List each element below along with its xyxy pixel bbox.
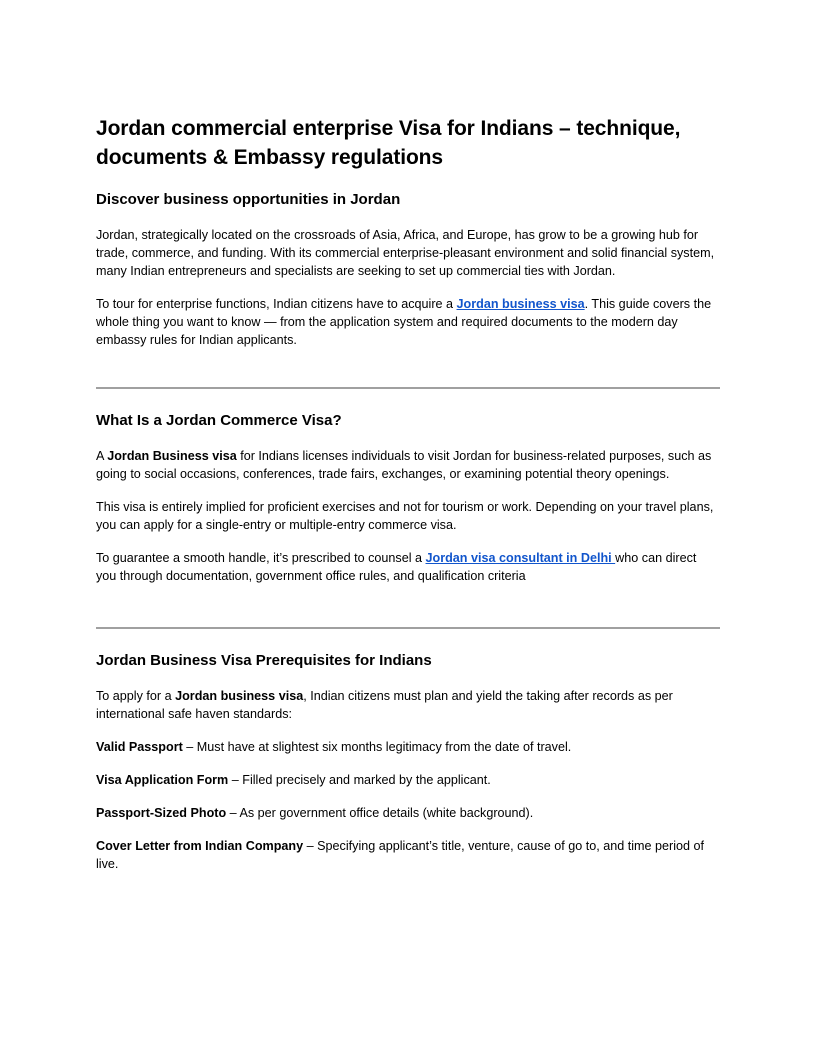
prereq-item-term: Valid Passport	[96, 740, 183, 754]
prereq-item	[96, 804, 720, 822]
prereq-item	[96, 837, 720, 873]
prereq-item-term: Visa Application Form	[96, 773, 229, 787]
section-heading-what-is: What Is a Jordan Commerce Visa?	[96, 412, 342, 429]
document-page	[96, 114, 720, 888]
what-is-paragraph-2: This visa is entirely implied for proficient exercises and not for tourism or work. Depending on your travel plans, you can apply for a single-entry or multiple-entry commerce visa.	[96, 500, 714, 532]
prereq-intro-end: , Indian citizens must plan and yield the taking after records as per international safe haven standards:	[96, 689, 673, 721]
prereq-item-term: Passport-Sized Photo	[96, 806, 227, 820]
intro-paragraph-1: Jordan, strategically located on the crossroads of Asia, Africa, and Europe, has grow to be a growing hub for trade, commerce, and funding. With its commercial enterprise-pleasant environment and solid financial system, many Indian entrepreneurs and specialists are seeking to set up commercial ties with Jordan.	[96, 228, 715, 278]
prereq-intro-start: To apply for a	[96, 689, 176, 703]
section-divider	[96, 387, 720, 389]
intro-paragraph-2-end: . This guide covers the whole thing you want to know — from the application system and required documents to the modern day embassy rules for Indian applicants.	[96, 297, 712, 347]
what-is-paragraph-3-start: To guarantee a smooth handle, it’s prescribed to counsel a	[96, 551, 426, 565]
prereq-item-desc: – Specifying applicant’s title, venture, cause of go to, and time period of live.	[96, 839, 705, 871]
prereq-item	[96, 771, 720, 789]
what-is-paragraph-1-start: A	[96, 449, 108, 463]
jordan-business-visa-link[interactable]: Jordan business visa	[456, 297, 585, 311]
intro-paragraph-2-start: To tour for enterprise functions, Indian citizens have to acquire a	[96, 297, 457, 311]
prereq-item-term: Cover Letter from Indian Company	[96, 839, 304, 853]
jordan-visa-consultant-link[interactable]: Jordan visa consultant in Delhi	[425, 551, 616, 565]
intro-paragraph-2	[96, 295, 720, 349]
prereq-item-desc: – Filled precisely and marked by the applicant.	[228, 773, 491, 787]
what-is-bold-term: Jordan Business visa	[107, 449, 237, 463]
prereq-bold-term: Jordan business visa	[175, 689, 304, 703]
section-divider	[96, 627, 720, 629]
section-heading-prerequisites: Jordan Business Visa Prerequisites for Indians	[96, 652, 432, 669]
what-is-paragraph-3-end: who can direct you through documentation, government office rules, and qualification criteria	[96, 551, 697, 583]
prereq-item	[96, 738, 720, 756]
what-is-paragraph-3	[96, 549, 720, 585]
prereq-item-desc: – As per government office details (white background).	[226, 806, 534, 820]
what-is-paragraph-1	[96, 447, 720, 483]
prereq-intro-paragraph	[96, 687, 720, 723]
page-title: Jordan commercial enterprise Visa for Indians – technique, documents & Embassy regulations	[96, 117, 681, 169]
section-heading-opportunities: Discover business opportunities in Jordan	[96, 191, 401, 208]
what-is-paragraph-1-end: for Indians licenses individuals to visit Jordan for business-related purposes, such as going to social occasions, conferences, trade fairs, exchanges, or examining potential theory openings.	[96, 449, 712, 481]
prereq-item-desc: – Must have at slightest six months legitimacy from the date of travel.	[182, 740, 572, 754]
